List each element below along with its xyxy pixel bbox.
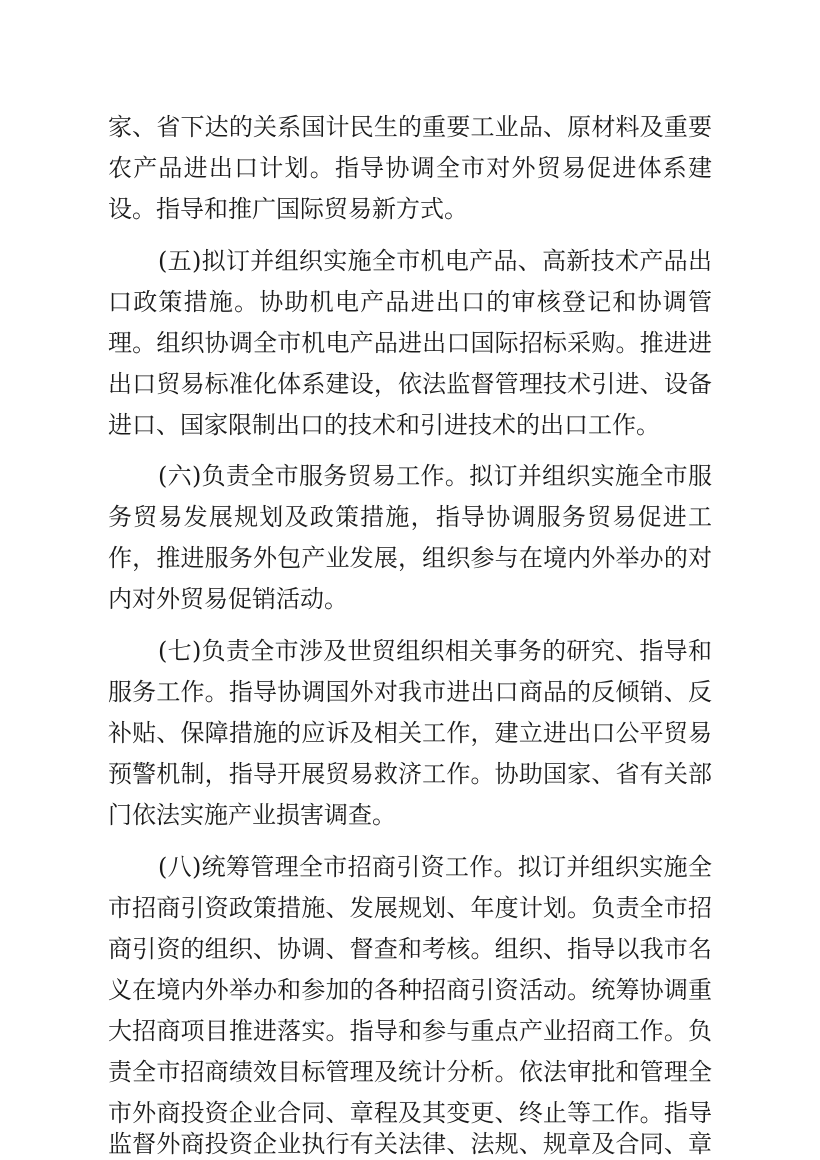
text-line-22: 大招商项目推进落实。指导和参与重点产业招商工作。负 — [108, 1017, 712, 1045]
text-line-25: 监督外商投资企业执行有关法律、法规、规章及合同、章 — [108, 1130, 712, 1158]
text-line-10: 务贸易发展规划及政策措施，指导协调服务贸易促进工 — [108, 503, 712, 531]
text-line-6: 理。组织协调全市机电产品进出口国际招标采购。推进进 — [108, 329, 712, 357]
text-line-12: 内对外贸易促销活动。 — [108, 585, 348, 613]
text-line-23: 责全市招商绩效目标管理及统计分析。依法审批和管理全 — [108, 1058, 712, 1086]
text-line-16: 预警机制，指导开展贸易救济工作。协助国家、省有关部 — [108, 760, 712, 788]
text-line-20: 商引资的组织、协调、督查和考核。组织、指导以我市名 — [108, 935, 712, 963]
text-line-18: (八)统筹管理全市招商引资工作。拟订并组织实施全 — [158, 853, 712, 881]
text-line-24: 市外商投资企业合同、章程及其变更、终止等工作。指导 — [108, 1099, 712, 1127]
text-line-3: 设。指导和推广国际贸易新方式。 — [108, 195, 468, 223]
text-line-5: 口政策措施。协助机电产品进出口的审核登记和协调管 — [108, 288, 712, 316]
text-line-11: 作，推进服务外包产业发展，组织参与在境内外举办的对 — [108, 544, 712, 572]
text-line-14: 服务工作。指导协调国外对我市进出口商品的反倾销、反 — [108, 678, 712, 706]
text-line-2: 农产品进出口计划。指导协调全市对外贸易促进体系建 — [108, 154, 712, 182]
text-line-7: 出口贸易标准化体系建设，依法监督管理技术引进、设备 — [108, 370, 712, 398]
text-line-17: 门依法实施产业损害调查。 — [108, 801, 396, 829]
text-line-1: 家、省下达的关系国计民生的重要工业品、原材料及重要 — [108, 113, 712, 141]
text-line-8: 进口、国家限制出口的技术和引进技术的出口工作。 — [108, 411, 660, 439]
text-line-13: (七)负责全市涉及世贸组织相关事务的研究、指导和 — [158, 637, 712, 665]
text-line-19: 市招商引资政策措施、发展规划、年度计划。负责全市招 — [108, 894, 712, 922]
text-line-9: (六)负责全市服务贸易工作。拟订并组织实施全市服 — [158, 462, 712, 490]
text-line-15: 补贴、保障措施的应诉及相关工作，建立进出口公平贸易 — [108, 719, 712, 747]
text-line-4: (五)拟订并组织实施全市机电产品、高新技术产品出 — [158, 247, 712, 275]
text-line-21: 义在境内外举办和参加的各种招商引资活动。统筹协调重 — [108, 976, 712, 1004]
